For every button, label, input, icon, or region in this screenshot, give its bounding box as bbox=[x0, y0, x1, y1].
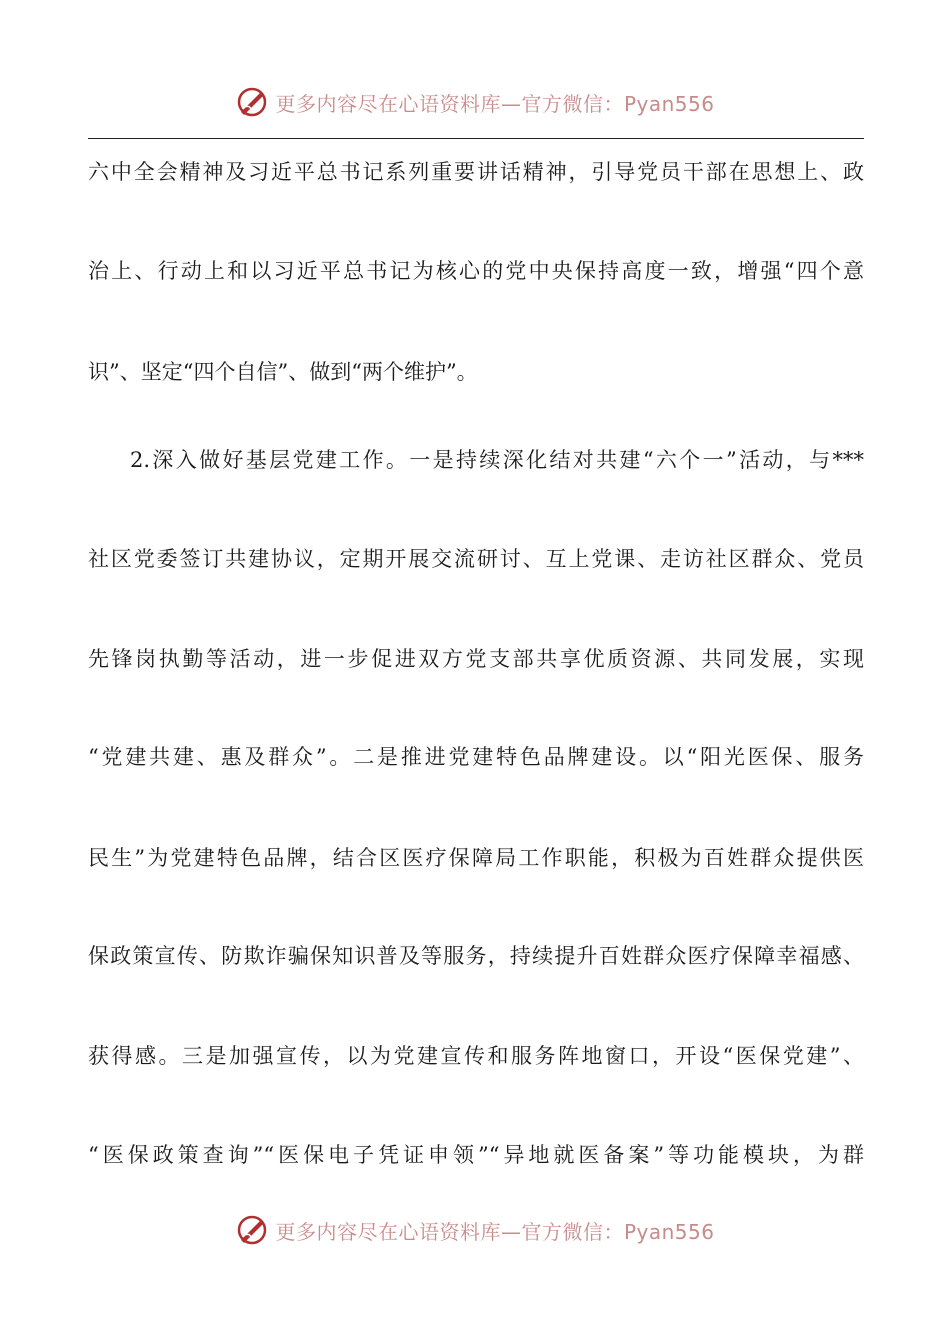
footer-banner-text: 更多内容尽在心语资料库—官方微信：Pyan556 bbox=[275, 1219, 715, 1244]
pen-circle-logo-icon bbox=[235, 85, 269, 119]
body-line: 社区党委签订共建协议，定期开展交流研讨、互上党课、走访社区群众、党员 bbox=[88, 547, 864, 571]
header-banner-text: 更多内容尽在心语资料库—官方微信：Pyan556 bbox=[275, 91, 715, 116]
body-line: “医保政策查询”“医保电子凭证申领”“异地就医备案”等功能模块，为群 bbox=[88, 1143, 864, 1167]
header-divider bbox=[88, 138, 864, 139]
footer-banner bbox=[0, 1210, 950, 1250]
header-banner bbox=[0, 82, 950, 122]
body-line: 获得感。三是加强宣传，以为党建宣传和服务阵地窗口，开设“医保党建”、 bbox=[88, 1044, 864, 1068]
body-line: “党建共建、惠及群众”。二是推进党建特色品牌建设。以“阳光医保、服务 bbox=[88, 745, 864, 769]
body-line: 六中全会精神及习近平总书记系列重要讲话精神，引导党员干部在思想上、政 bbox=[88, 160, 864, 184]
body-line: 治上、行动上和以习近平总书记为核心的党中央保持高度一致，增强“四个意 bbox=[88, 259, 864, 283]
body-line: 2.深入做好基层党建工作。一是持续深化结对共建“六个一”活动，与*** bbox=[130, 448, 864, 472]
body-line: 保政策宣传、防欺诈骗保知识普及等服务，持续提升百姓群众医疗保障幸福感、 bbox=[88, 944, 864, 968]
body-line: 民生”为党建特色品牌，结合区医疗保障局工作职能，积极为百姓群众提供医 bbox=[88, 846, 864, 870]
pen-circle-logo-icon bbox=[235, 1213, 269, 1247]
body-line: 识”、坚定“四个自信”、做到“两个维护”。 bbox=[88, 360, 478, 384]
body-line: 先锋岗执勤等活动，进一步促进双方党支部共享优质资源、共同发展，实现 bbox=[88, 647, 864, 671]
